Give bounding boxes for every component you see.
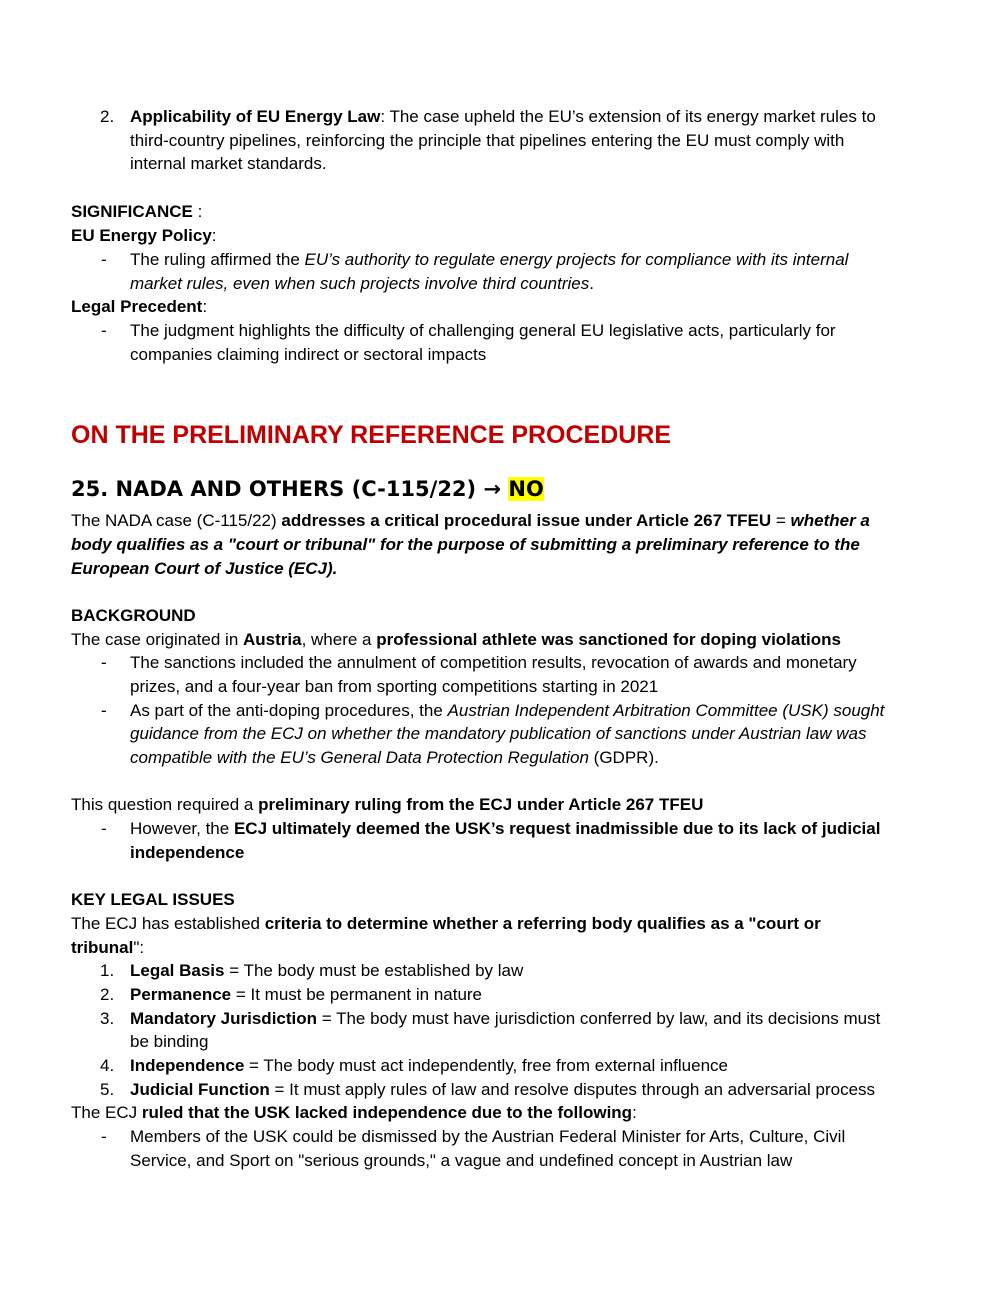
bold-italic-text: body qualifies as a "court or tribunal" for the purpose of submitting a preliminary reference to the xyxy=(71,535,860,554)
criterion-item xyxy=(130,1007,880,1031)
criterion-item: be binding xyxy=(130,1032,209,1051)
bullet-text: Members of the USK could be dismissed by the Austrian Federal Minister for Arts, Culture, Civil xyxy=(130,1127,846,1146)
heading-text: SIGNIFICANCE xyxy=(71,202,193,221)
bullet-text: companies claiming indirect or sectoral impacts xyxy=(130,345,487,364)
bold-text: professional athlete was sanctioned for doping violations xyxy=(376,630,841,649)
criterion-item xyxy=(130,1054,728,1078)
case-title xyxy=(71,474,544,504)
bold-text: ruled that the USK lacked independence due to the following xyxy=(141,1103,633,1122)
bullet-text: prizes, and a four-year ban from sporting competitions starting in 2021 xyxy=(130,677,659,696)
bold-text: tribunal xyxy=(71,938,134,957)
criterion-text: = It must be permanent in nature xyxy=(231,985,483,1004)
text: This question required a xyxy=(71,795,259,814)
list-number: 1. xyxy=(100,961,115,980)
legal-precedent-label xyxy=(71,295,207,319)
text: . xyxy=(589,274,594,293)
bold-italic-text: whether a xyxy=(790,511,870,530)
list-number: 2. xyxy=(100,107,115,126)
italic-text: EU’s authority to regulate energy projects for compliance with its internal xyxy=(304,250,849,269)
criterion-text: = It must apply rules of law and resolve disputes through an adversarial process xyxy=(269,1080,876,1099)
bold-text: Austria xyxy=(243,630,302,649)
text: The case originated in xyxy=(71,630,243,649)
list-item-text: third-country pipelines, reinforcing the principle that pipelines entering the EU must comply with xyxy=(130,131,845,150)
list-number: 2. xyxy=(100,985,115,1004)
issues-heading: KEY LEGAL ISSUES xyxy=(71,890,235,909)
item-title: Applicability of EU Energy Law xyxy=(130,107,381,126)
text: ": xyxy=(133,938,145,957)
criterion-item xyxy=(130,1078,875,1102)
italic-text: Austrian Independent Arbitration Committee (USK) sought xyxy=(447,701,885,720)
verdict-highlight: NO xyxy=(508,477,544,501)
criterion-label: Legal Basis xyxy=(130,961,225,980)
bullet-dash: - xyxy=(101,653,107,672)
criterion-item xyxy=(130,959,523,983)
bold-text: criteria to determine whether a referring body qualifies as a "court or xyxy=(264,914,821,933)
issues-intro xyxy=(71,936,144,960)
italic-text: market rules, even when such projects involve third countries xyxy=(130,274,590,293)
bold-text: addresses a critical procedural issue under Article 267 TFEU xyxy=(281,511,772,530)
list-item-text: internal market standards. xyxy=(130,154,327,173)
ruling-text xyxy=(71,1101,637,1125)
label-suffix: : xyxy=(202,297,208,316)
text: : xyxy=(632,1103,637,1122)
background-intro xyxy=(71,628,841,652)
bullet-text xyxy=(130,248,848,272)
bullet-text xyxy=(130,722,866,746)
label-text: EU Energy Policy xyxy=(71,226,212,245)
bullet-dash: - xyxy=(101,701,107,720)
list-item-text xyxy=(130,105,876,129)
text: , where a xyxy=(301,630,377,649)
label-suffix: : xyxy=(211,226,217,245)
criterion-item xyxy=(130,983,482,1007)
bold-italic-text: European Court of Justice (ECJ). xyxy=(71,559,338,578)
list-number: 3. xyxy=(100,1009,115,1028)
bullet-dash: - xyxy=(101,321,107,340)
case-intro xyxy=(71,509,870,533)
bullet-text: The sanctions included the annulment of competition results, revocation of awards and monetary xyxy=(130,653,857,672)
bullet-dash: - xyxy=(101,250,107,269)
bullet-text: independence xyxy=(130,843,245,862)
bold-text: preliminary ruling from the ECJ under Article 267 TFEU xyxy=(258,795,704,814)
significance-heading xyxy=(71,200,202,224)
text: (GDPR). xyxy=(588,748,659,767)
bullet-text xyxy=(130,817,880,841)
text: The ruling affirmed the xyxy=(130,250,305,269)
case-intro xyxy=(71,557,337,581)
list-number: 5. xyxy=(100,1080,115,1099)
question-text xyxy=(71,793,703,817)
bold-text: ECJ ultimately deemed the USK’s request inadmissible due to its lack of judicial xyxy=(233,819,881,838)
background-heading: BACKGROUND xyxy=(71,606,196,625)
criterion-label: Permanence xyxy=(130,985,232,1004)
text: The NADA case (C-115/22) xyxy=(71,511,282,530)
energy-policy-label xyxy=(71,224,217,248)
criterion-text: = The body must have jurisdiction conferred by law, and its decisions must xyxy=(317,1009,881,1028)
bullet-text: Service, and Sport on "serious grounds," a vague and undefined concept in Austrian law xyxy=(130,1151,793,1170)
text: As part of the anti-doping procedures, the xyxy=(130,701,448,720)
bullet-text xyxy=(130,746,659,770)
item-text: : The case upheld the EU’s extension of its energy market rules to xyxy=(380,107,876,126)
bullet-text: The judgment highlights the difficulty of challenging general EU legislative acts, particularly for xyxy=(130,321,836,340)
bullet-dash: - xyxy=(101,819,107,838)
list-number: 4. xyxy=(100,1056,115,1075)
text: However, the xyxy=(130,819,234,838)
issues-intro xyxy=(71,912,821,936)
heading-suffix: : xyxy=(192,202,203,221)
text: = xyxy=(771,511,791,530)
text: The ECJ has established xyxy=(71,914,265,933)
bullet-text xyxy=(130,699,884,723)
case-intro xyxy=(71,533,860,557)
bullet-text xyxy=(130,272,594,296)
criterion-label: Mandatory Jurisdiction xyxy=(130,1009,318,1028)
section-title: ON THE PRELIMINARY REFERENCE PROCEDURE xyxy=(71,421,672,449)
criterion-text: = The body must act independently, free from external influence xyxy=(244,1056,728,1075)
italic-text: guidance from the ECJ on whether the mandatory publication of sanctions under Austrian law was xyxy=(130,724,867,743)
criterion-label: Independence xyxy=(130,1056,245,1075)
case-title-text: 25. NADA AND OTHERS (C-115/22) → xyxy=(71,477,509,501)
label-text: Legal Precedent xyxy=(71,297,203,316)
criterion-text: = The body must be established by law xyxy=(224,961,524,980)
criterion-label: Judicial Function xyxy=(130,1080,270,1099)
italic-text: compatible with the EU’s General Data Protection Regulation xyxy=(130,748,589,767)
text: The ECJ xyxy=(71,1103,142,1122)
bullet-dash: - xyxy=(101,1127,107,1146)
